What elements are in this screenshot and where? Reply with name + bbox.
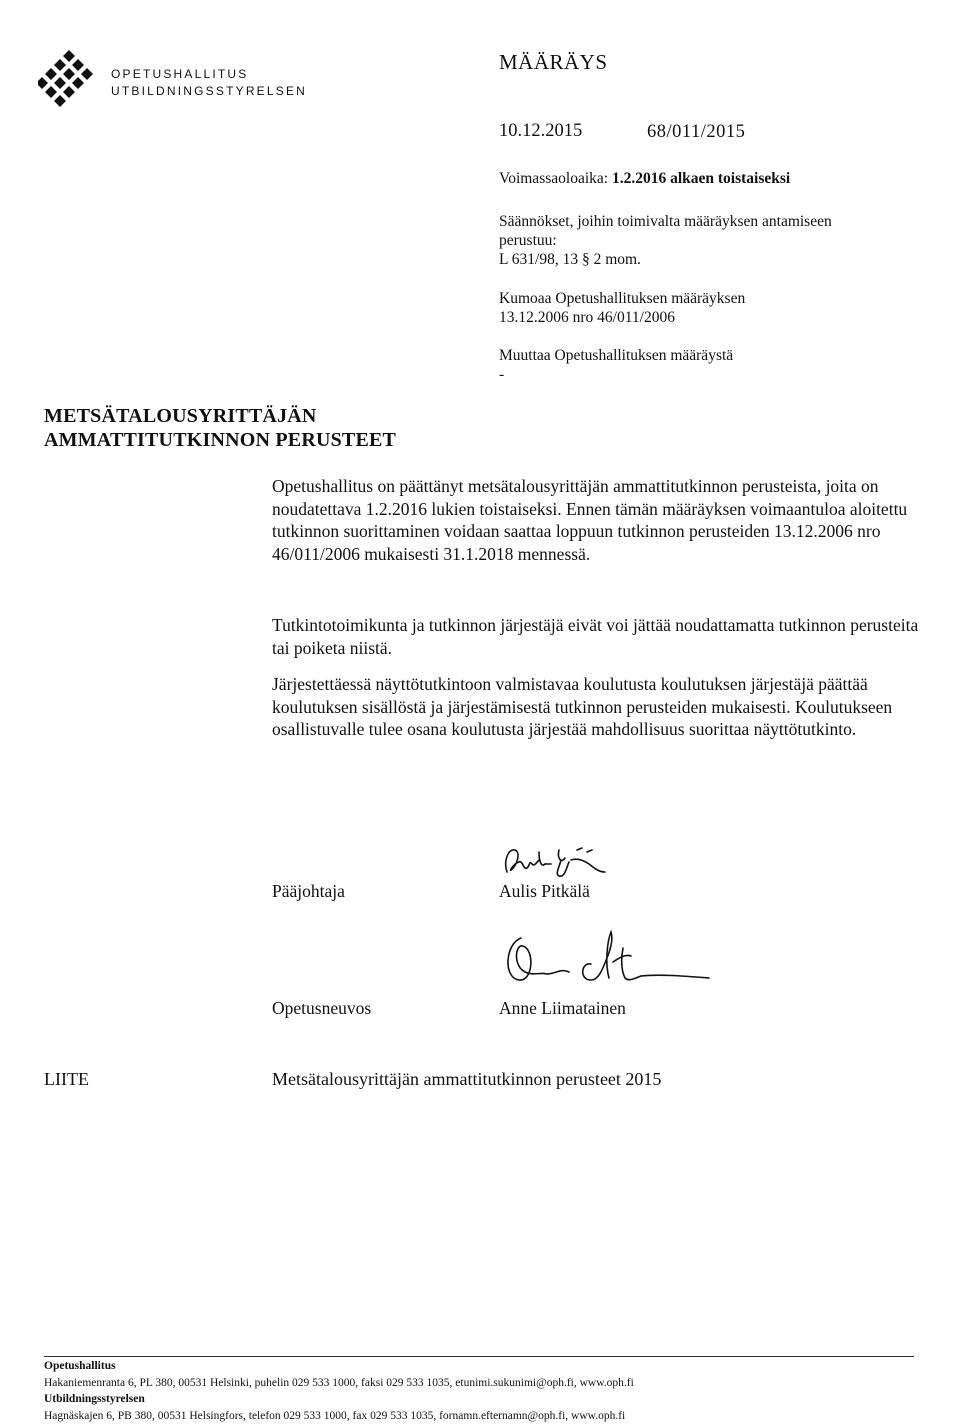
signature-name-2: Anne Liimatainen xyxy=(499,998,626,1018)
legal-basis-line1: Säännökset, joihin toimivalta määräyksen antamiseen xyxy=(499,213,832,230)
amends-note xyxy=(499,346,733,384)
amends-line1: Muuttaa Opetushallituksen määräystä xyxy=(499,347,734,364)
validity-period xyxy=(499,169,790,188)
amends-line2: - xyxy=(499,366,505,383)
heading-line1: METSÄTALOUSYRITTÄJÄN xyxy=(44,405,317,427)
footer-divider xyxy=(44,1356,914,1357)
body-paragraph-1 xyxy=(272,475,922,565)
attachment-title: Metsätalousyrittäjän ammattitutkinnon perusteet 2015 xyxy=(272,1069,662,1089)
document-type: MÄÄRÄYS xyxy=(499,50,608,74)
body-paragraph-3 xyxy=(272,673,922,741)
signature-title-2: Opetusneuvos xyxy=(272,998,372,1018)
document-date: 10.12.2015 xyxy=(499,121,583,141)
footer-org-sv: Utbildningsstyrelsen xyxy=(44,1393,145,1405)
document-heading xyxy=(44,404,396,452)
heading-line2: AMMATTITUTKINNON PERUSTEET xyxy=(44,429,397,451)
document-number: 68/011/2015 xyxy=(647,122,746,142)
signature-name-1: Aulis Pitkälä xyxy=(499,881,590,901)
repeals-line1: Kumoaa Opetushallituksen määräyksen xyxy=(499,290,746,307)
legal-basis xyxy=(499,212,832,269)
repeals-line2: 13.12.2006 nro 46/011/2006 xyxy=(499,309,675,326)
organization-name xyxy=(111,66,307,100)
opetushallitus-logo-icon xyxy=(38,48,100,110)
footer-address-fi: Hakaniemenranta 6, PL 380, 00531 Helsinki, puhelin 029 533 1000, faksi 029 533 1035, etunimi.sukunimi@oph.fi, www.oph.fi xyxy=(44,1376,634,1389)
body-paragraph-2 xyxy=(272,614,922,659)
legal-basis-line2: perustuu: xyxy=(499,232,557,249)
org-name-fi: OPETUSHALLITUS xyxy=(111,67,249,81)
signature-1-handwritten xyxy=(499,838,609,884)
repeals-note xyxy=(499,289,745,327)
footer xyxy=(44,1358,634,1424)
footer-address-sv: Hagnäskajen 6, PB 380, 00531 Helsingfors, telefon 029 533 1000, fax 029 533 1035, fornamn.efternamn@oph.fi, www.oph.fi xyxy=(44,1409,626,1422)
validity-label: Voimassaoloaika: xyxy=(499,170,612,187)
validity-value: 1.2.2016 alkaen toistaiseksi xyxy=(611,170,791,187)
paragraph-text: Opetushallitus on päättänyt metsätalousyrittäjän ammattitutkinnon perusteista, joita on noudatettava 1.2.2016 lukien toistaiseksi. Ennen tämän määräyksen voimaantuloa aloitettu tutkinnon suorittaminen voidaan saattaa loppuun tutkinnon perusteiden 13.12.2006 nro 46/011/2006 mukaisesti 31.1.2018 mennessä. xyxy=(272,476,908,564)
paragraph-text: Järjestettäessä näyttötutkintoon valmistavaa koulutusta koulutuksen järjestäjä päättää koulutuksen sisällöstä ja järjestämisestä tutkinnon perusteiden mukaisesti. Koulutukseen osallistuvalle tulee osana koulutusta järjestää mahdollisuus suorittaa näyttötutkinto. xyxy=(272,674,893,739)
signature-title-1: Pääjohtaja xyxy=(272,881,345,901)
signature-2-handwritten xyxy=(499,928,719,996)
org-name-sv: UTBILDNINGSSTYRELSEN xyxy=(111,84,308,98)
legal-basis-line3: L 631/98, 13 § 2 mom. xyxy=(499,251,641,268)
footer-org-fi: Opetushallitus xyxy=(44,1360,116,1372)
paragraph-text: Tutkintotoimikunta ja tutkinnon järjestäjä eivät voi jättää noudattamatta tutkinnon perusteita tai poiketa niistä. xyxy=(272,615,919,658)
attachment-label: LIITE xyxy=(44,1069,89,1089)
